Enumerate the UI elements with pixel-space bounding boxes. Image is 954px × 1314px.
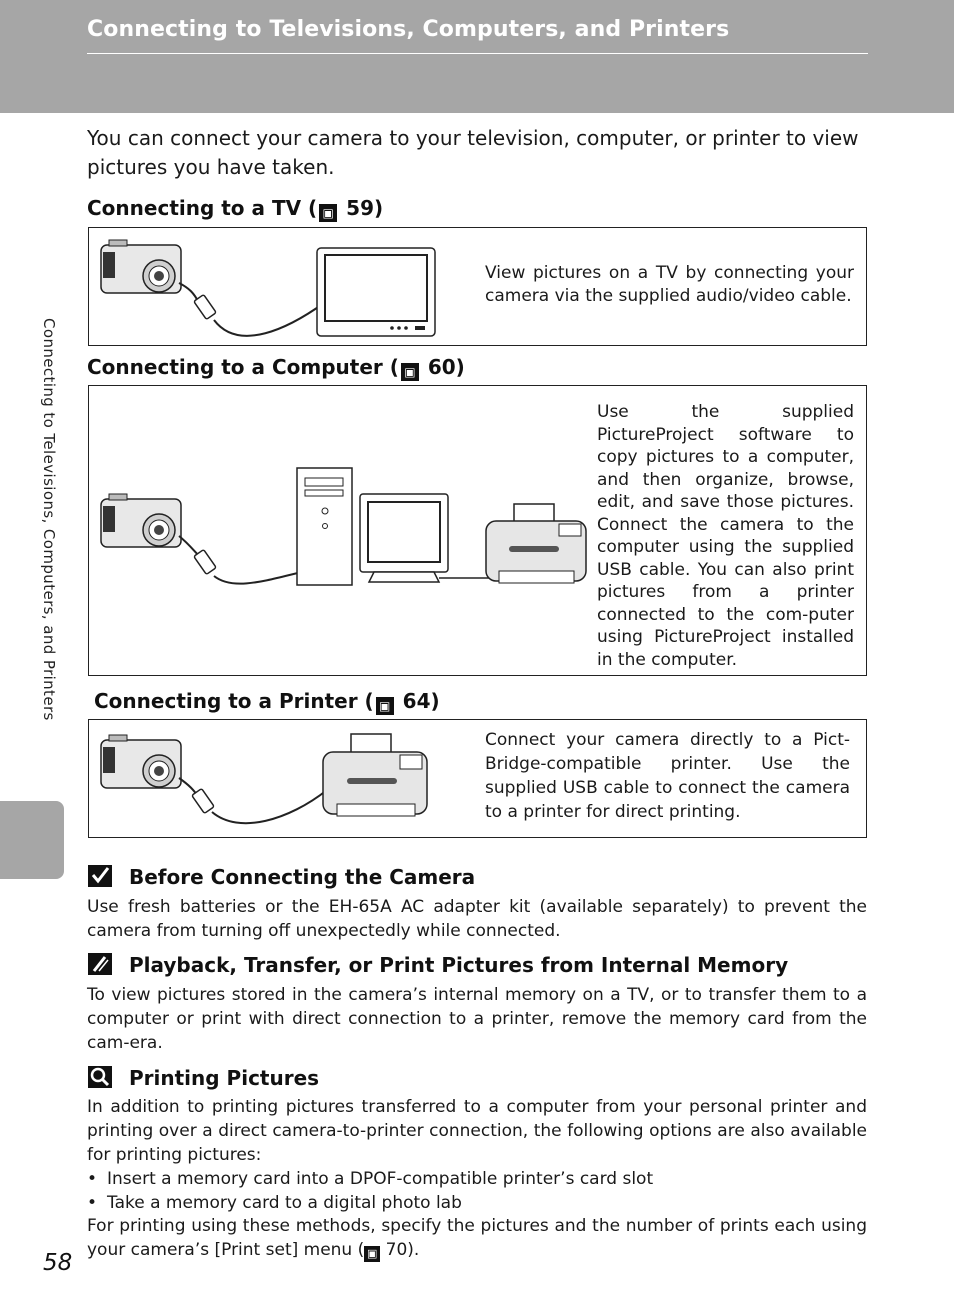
computer-section-heading: Connecting to a Computer ( ▣ 60) [87,355,465,379]
bullet-icon: • [87,1169,98,1189]
printing-pictures-footer: For printing using these methods, specify the pictures and the number of prints each using your camera’s [Print set] menu ( ▣ 70). [87,1216,867,1260]
computer-description: Use the supplied PictureProject software to copy pictures to a computer, and then organize, browse, edit, and save those pictures. Connect the camera to the computer using the supplied USB cable. You can also print pictures from a printer connected to the com-puter using PictureProject installed in the computer. [597,402,854,670]
intro-paragraph: You can connect your camera to your television, computer, or printer to view pictures you have taken. [87,126,859,179]
internal-memory-heading: Playback, Transfer, or Print Pictures from Internal Memory [87,952,788,977]
printer-icon [323,734,427,816]
magnifier-tip-icon [87,1065,113,1089]
list-item: • Take a memory card to a digital photo lab [87,1193,462,1213]
check-icon [87,864,113,888]
tv-description: View pictures on a TV by connecting your camera via the supplied audio/video cable. [485,263,854,306]
camera-icon [101,735,181,788]
printer-section-heading: Connecting to a Printer ( ▣ 64) [94,689,440,713]
book-ref-icon: ▣ [319,204,337,222]
list-item: • Insert a memory card into a DPOF-compatible printer’s card slot [87,1169,654,1189]
camera-icon [101,494,181,547]
page-title: Connecting to Televisions, Computers, and Printers [87,17,730,42]
before-connecting-body: Use fresh batteries or the EH-65A AC adapter kit (available separately) to prevent the camera from turning off unexpectedly while connected. [87,897,867,941]
before-connecting-heading: Before Connecting the Camera [87,864,475,889]
pencil-note-icon [87,952,113,976]
header-band [0,0,954,113]
side-chapter-tab [0,801,64,879]
book-ref-icon: ▣ [376,697,394,715]
printing-pictures-heading: Printing Pictures [87,1065,319,1090]
printer-description: Connect your camera directly to a Pict-Bridge-compatible printer. Use the supplied USB cable to connect the camera to a printer for direct printing. [485,730,850,822]
computer-tower-icon [297,468,352,585]
printing-pictures-body: In addition to printing pictures transferred to a computer from your personal printer and printing over a direct camera-to-printer connection, the following options are also available for printing pictures: [87,1097,867,1165]
bullet-icon: • [87,1193,98,1213]
book-ref-icon: ▣ [401,363,419,381]
camera-computer-printer-illustration [89,386,589,675]
internal-memory-body: To view pictures stored in the camera’s internal memory on a TV, or to transfer them to a computer or print with direct connection to a printer, remove the memory card from the cam-era. [87,985,867,1053]
printer-icon [486,504,586,583]
tv-figure-box [88,227,867,346]
header-rule [87,53,868,54]
monitor-icon [360,494,448,582]
camera-printer-illustration [89,720,489,837]
camera-icon [101,240,181,293]
computer-figure-box [88,385,867,676]
page-number: 58 [43,1250,73,1276]
tv-section-heading: Connecting to a TV ( ▣ 59) [87,196,384,220]
printer-figure-box [88,719,867,838]
side-chapter-label: Connecting to Televisions, Computers, and Printers [40,318,58,721]
book-ref-icon: ▣ [364,1246,380,1262]
tv-icon [317,248,435,336]
